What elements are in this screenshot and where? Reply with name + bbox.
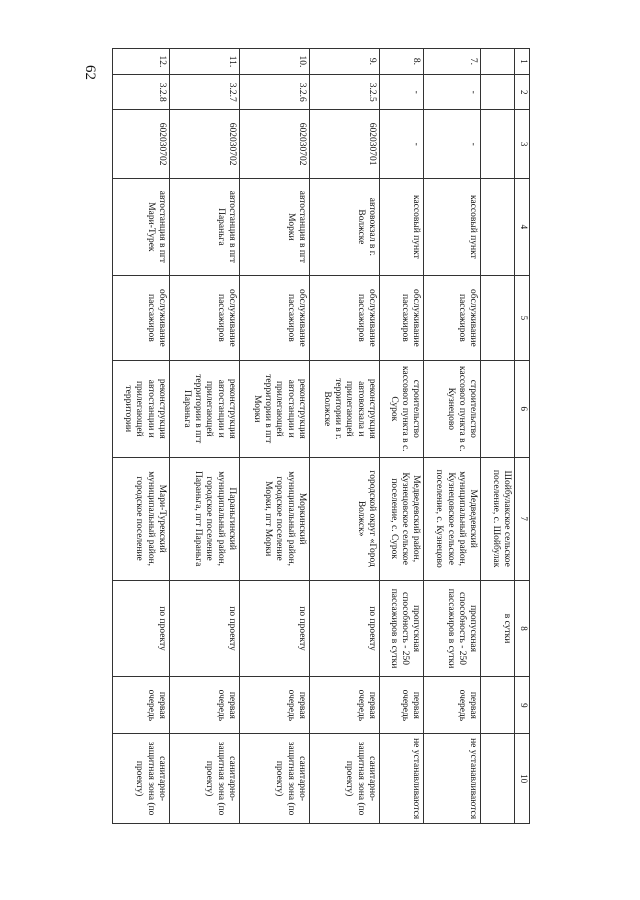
table-cell-c5: обслуживание пассажиров xyxy=(424,275,481,360)
table-cell-c10: не устанавливаются xyxy=(424,734,481,824)
table-cell-c6: реконструкция автостанции и прилегающей территории в пгт Параньга xyxy=(170,360,240,457)
table-cell-c4: автостанция в пгт Мари-Турек xyxy=(113,178,170,275)
table-cell-c9: первая очередь xyxy=(424,677,481,734)
table-cell-c6: реконструкция автовокзала и прилегающей территории в г. Волжске xyxy=(310,360,380,457)
rotated-table-container xyxy=(112,48,530,824)
table-cell-c1: 7. xyxy=(424,49,481,75)
table-cell-c9: первая очередь xyxy=(240,677,310,734)
carry-over-row xyxy=(481,49,515,824)
table-cell-c2: 3.2.6 xyxy=(240,74,310,109)
table-cell-c1: 10. xyxy=(240,49,310,75)
header-cell: 3 xyxy=(515,110,530,179)
table-row xyxy=(170,49,240,824)
table-cell-c3: - xyxy=(424,110,481,179)
table-row xyxy=(424,49,481,824)
table-cell-c5: обслуживание пассажиров xyxy=(170,275,240,360)
header-cell: 7 xyxy=(515,457,530,580)
table-cell-c2: - xyxy=(424,74,481,109)
table-cell-c4: кассовый пункт xyxy=(424,178,481,275)
table-cell-c8: по проекту xyxy=(240,580,310,677)
header-row xyxy=(515,49,530,824)
table-cell-c7: Параньгинский муниципальный район, городское поселение Параньга, пгт Параньга xyxy=(170,457,240,580)
table-cell-c7: городской округ «Город Волжск» xyxy=(310,457,380,580)
table-cell-c2: 3.2.5 xyxy=(310,74,380,109)
header-cell: 8 xyxy=(515,580,530,677)
table-cell-c6: реконструкция автостанции и прилегающей территории в пгт Морки xyxy=(240,360,310,457)
table-cell-c8: пропускная способность - 250 пассажиров в сутки xyxy=(424,580,481,677)
table-cell-c4: автостанция в пгт Параньга xyxy=(170,178,240,275)
table-cell-c9: первая очередь xyxy=(380,677,424,734)
table-row xyxy=(380,49,424,824)
table-cell-c3: - xyxy=(380,110,424,179)
page-number: 62 xyxy=(82,65,98,80)
table-cell-c2: 3.2.7 xyxy=(170,74,240,109)
objects-table xyxy=(112,48,530,824)
header-cell: 4 xyxy=(515,178,530,275)
table-cell-c7: Медведевский район, Кузнецовское сельское поселение, с. Сурок xyxy=(380,457,424,580)
table-row xyxy=(113,49,170,824)
table-cell-c4: автовокзал в г. Волжске xyxy=(310,178,380,275)
table-cell-c9: первая очередь xyxy=(310,677,380,734)
table-cell-c3: 602030702 xyxy=(170,110,240,179)
table-cell-c5: обслуживание пассажиров xyxy=(380,275,424,360)
table-cell-c6: строительство кассового пункта в с. Кузнецово xyxy=(424,360,481,457)
table-cell-c4: автостанция в пгт Морки xyxy=(240,178,310,275)
header-cell: 2 xyxy=(515,74,530,109)
table-cell-c3: 602030702 xyxy=(240,110,310,179)
table-row xyxy=(240,49,310,824)
header-cell: 9 xyxy=(515,677,530,734)
table-cell-c6: строительство кассового пункта в с. Сурок xyxy=(380,360,424,457)
table-cell-c1: 12. xyxy=(113,49,170,75)
table-cell-c2: 3.2.8 xyxy=(113,74,170,109)
table-cell-c10: санитарно-защитная зона (по проекту) xyxy=(170,734,240,824)
table-cell-c3: 602030702 xyxy=(113,110,170,179)
table-cell-c7: Моркинский муниципальный район, городское поселение Морки, пгт Морки xyxy=(240,457,310,580)
table-cell-c3: 602030701 xyxy=(310,110,380,179)
table-cell-c4: кассовый пункт xyxy=(380,178,424,275)
table-cell-c5: обслуживание пассажиров xyxy=(113,275,170,360)
table-cell-c9: первая очередь xyxy=(113,677,170,734)
header-cell: 10 xyxy=(515,734,530,824)
table-cell-c8: пропускная способность - 250 пассажиров в сутки xyxy=(380,580,424,677)
table-row xyxy=(310,49,380,824)
table-cell-c8: по проекту xyxy=(310,580,380,677)
table-cell-c7: Мари-Турекский муниципальный район, городское поселение xyxy=(113,457,170,580)
table-cell-c10: санитарно-защитная зона (по проекту) xyxy=(113,734,170,824)
table-cell-c1: 8. xyxy=(380,49,424,75)
table-cell-c6: реконструкция автостанции и прилегающей территории xyxy=(113,360,170,457)
table-cell-c8: по проекту xyxy=(113,580,170,677)
table-cell-c1: 9. xyxy=(310,49,380,75)
table-cell-c10: не устанавливаются xyxy=(380,734,424,824)
carry-location-cell: Шойбулакское сельское поселение, с. Шойбулак xyxy=(481,457,515,580)
table-cell-c7: Медведевский муниципальный район, Кузнецовское сельское поселение, с. Кузнецово xyxy=(424,457,481,580)
table-cell-c2: - xyxy=(380,74,424,109)
table-cell-c9: первая очередь xyxy=(170,677,240,734)
table-cell-c5: обслуживание пассажиров xyxy=(240,275,310,360)
header-cell: 1 xyxy=(515,49,530,75)
header-cell: 5 xyxy=(515,275,530,360)
table-cell-c10: санитарно-защитная зона (по проекту) xyxy=(240,734,310,824)
table-cell-c10: санитарно-защитная зона (по проекту) xyxy=(310,734,380,824)
header-cell: 6 xyxy=(515,360,530,457)
table-cell-c8: по проекту xyxy=(170,580,240,677)
table-cell-c5: обслуживание пассажиров xyxy=(310,275,380,360)
carry-capacity-cell: в сутки xyxy=(481,580,515,677)
table-cell-c1: 11. xyxy=(170,49,240,75)
